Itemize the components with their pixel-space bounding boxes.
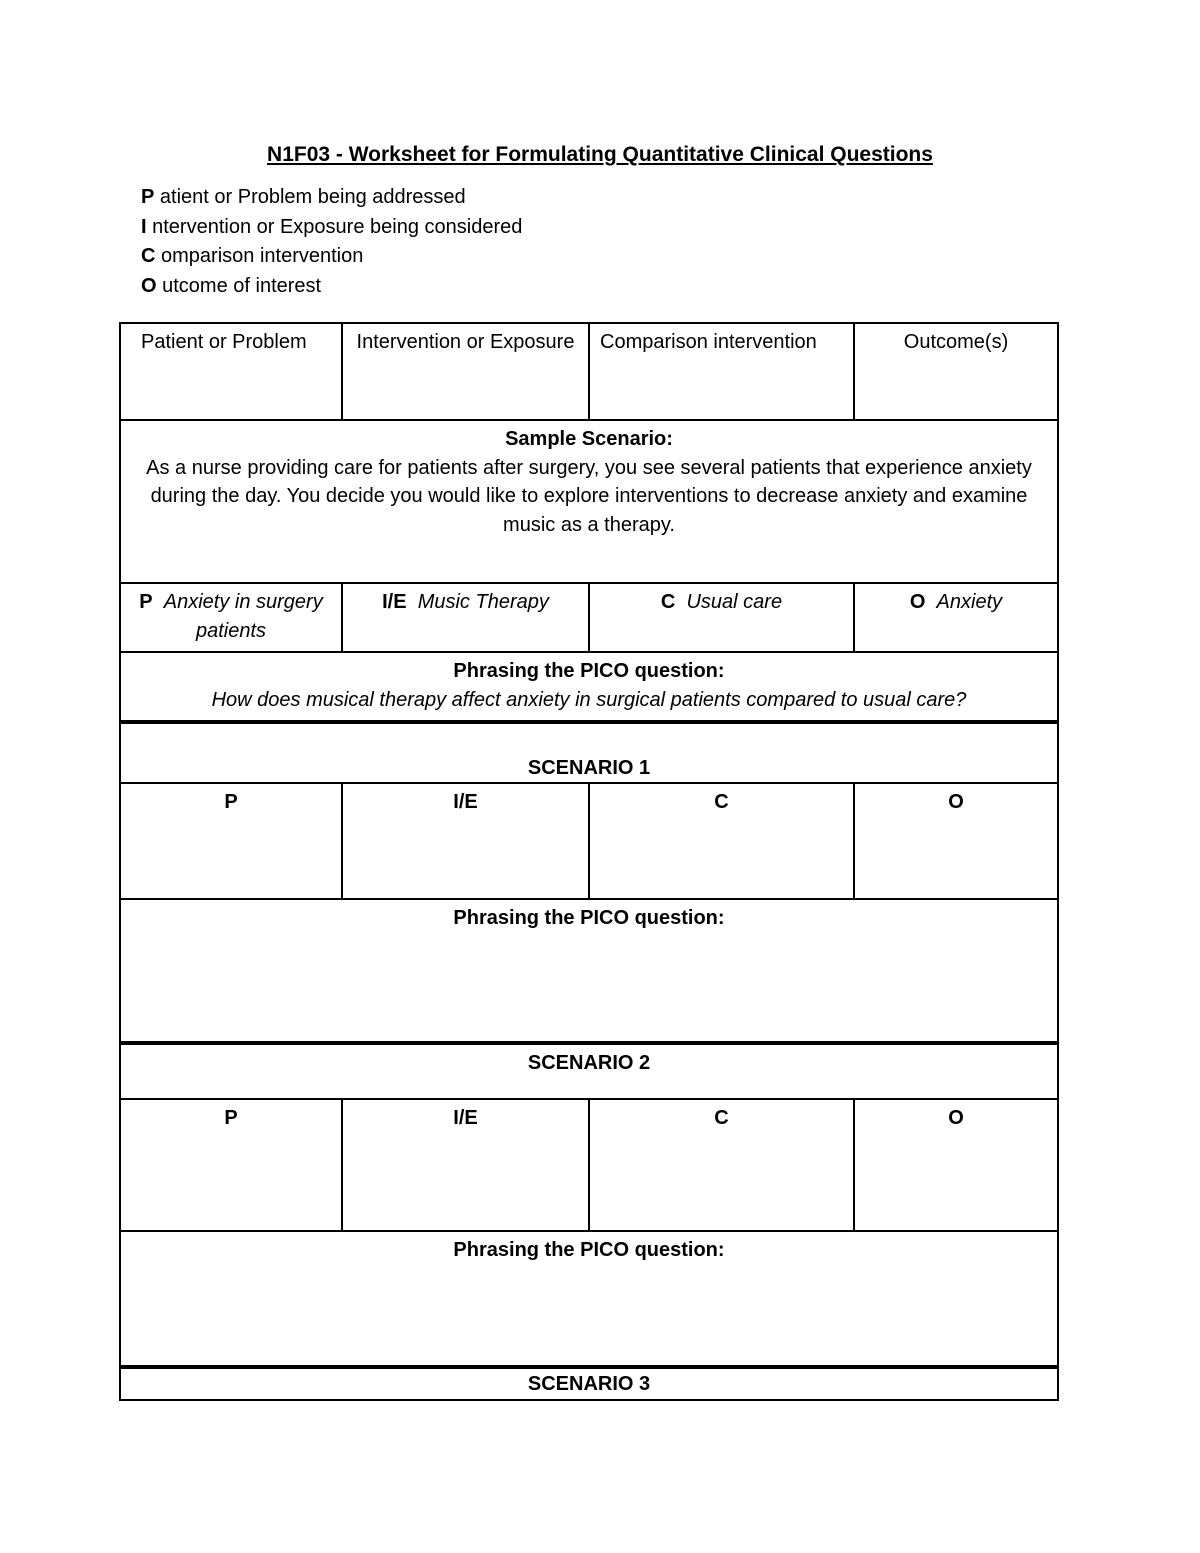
- scenario-3-title: SCENARIO 3: [120, 1367, 1058, 1400]
- scenario-2-c-cell[interactable]: C: [589, 1099, 854, 1231]
- header-intervention: Intervention or Exposure: [342, 323, 589, 420]
- sample-o-label: O: [909, 591, 926, 613]
- scenario-1-phrasing-row: [120, 899, 1058, 1043]
- sample-phrasing-text: How does musical therapy affect anxiety in surgical patients compared to usual care?: [211, 688, 967, 711]
- sample-ie-cell: [342, 583, 589, 652]
- legend-intervention: I ntervention or Exposure being considered: [141, 215, 523, 238]
- scenario-2-phrasing-cell[interactable]: Phrasing the PICO question:: [120, 1231, 1058, 1367]
- header-outcome: Outcome(s): [854, 323, 1058, 420]
- scenario-2-phrasing-row: [120, 1231, 1058, 1367]
- scenario-2-title-row: [120, 1043, 1058, 1099]
- sample-scenario-cell: [120, 420, 1058, 583]
- scenario-1-ie-cell[interactable]: I/E: [342, 783, 589, 899]
- sample-c-cell: [589, 583, 854, 652]
- scenario-1-title-row: [120, 722, 1058, 783]
- pico-legend: [141, 183, 522, 301]
- scenario-1-pico-row: [120, 783, 1058, 899]
- scenario-1-title: SCENARIO 1: [120, 722, 1058, 783]
- sample-scenario-heading: Sample Scenario:: [505, 428, 673, 450]
- header-patient: Patient or Problem: [120, 323, 342, 420]
- sample-pico-row: [120, 583, 1058, 652]
- sample-o-cell: [854, 583, 1058, 652]
- sample-p-label: P: [139, 591, 153, 613]
- legend-outcome: O utcome of interest: [141, 274, 322, 297]
- sample-p-cell: [120, 583, 342, 652]
- scenario-2-pico-row: [120, 1099, 1058, 1231]
- sample-phrasing-row: [120, 652, 1058, 722]
- sample-c-label: C: [660, 591, 676, 613]
- scenario-2-p-cell[interactable]: P: [120, 1099, 342, 1231]
- scenario-2-o-cell[interactable]: O: [854, 1099, 1058, 1231]
- legend-comparison: C omparison intervention: [141, 245, 364, 267]
- sample-scenario-text: As a nurse providing care for patients after surgery, you see several patients that experience anxiety during the day. You decide you would like to explore interventions to decrease anxiety and examine music as a therapy.: [146, 456, 1032, 536]
- scenario-1-c-cell[interactable]: C: [589, 783, 854, 899]
- scenario-2-ie-cell[interactable]: I/E: [342, 1099, 589, 1231]
- scenario-2-title: SCENARIO 2: [120, 1043, 1058, 1099]
- sample-ie-value: Music Therapy: [417, 591, 549, 613]
- sample-ie-label: I/E: [382, 591, 407, 613]
- sample-o-value: Anxiety: [936, 591, 1003, 613]
- header-row: [120, 323, 1058, 420]
- scenario-1-phrasing-cell[interactable]: Phrasing the PICO question:: [120, 899, 1058, 1043]
- sample-p-value: Anxiety in surgery patients: [163, 591, 323, 642]
- header-comparison: Comparison intervention: [589, 323, 854, 420]
- sample-scenario-row: [120, 420, 1058, 583]
- worksheet-title: N1F03 - Worksheet for Formulating Quantitative Clinical Questions: [267, 143, 933, 166]
- scenario-3-title-row: [120, 1367, 1058, 1400]
- pico-worksheet-table: [119, 322, 1059, 1401]
- scenario-1-p-cell[interactable]: P: [120, 783, 342, 899]
- scenario-1-o-cell[interactable]: O: [854, 783, 1058, 899]
- sample-phrasing-cell: [120, 652, 1058, 722]
- sample-c-value: Usual care: [686, 591, 783, 613]
- legend-patient: P atient or Problem being addressed: [141, 186, 466, 208]
- sample-phrasing-label: Phrasing the PICO question:: [453, 660, 725, 682]
